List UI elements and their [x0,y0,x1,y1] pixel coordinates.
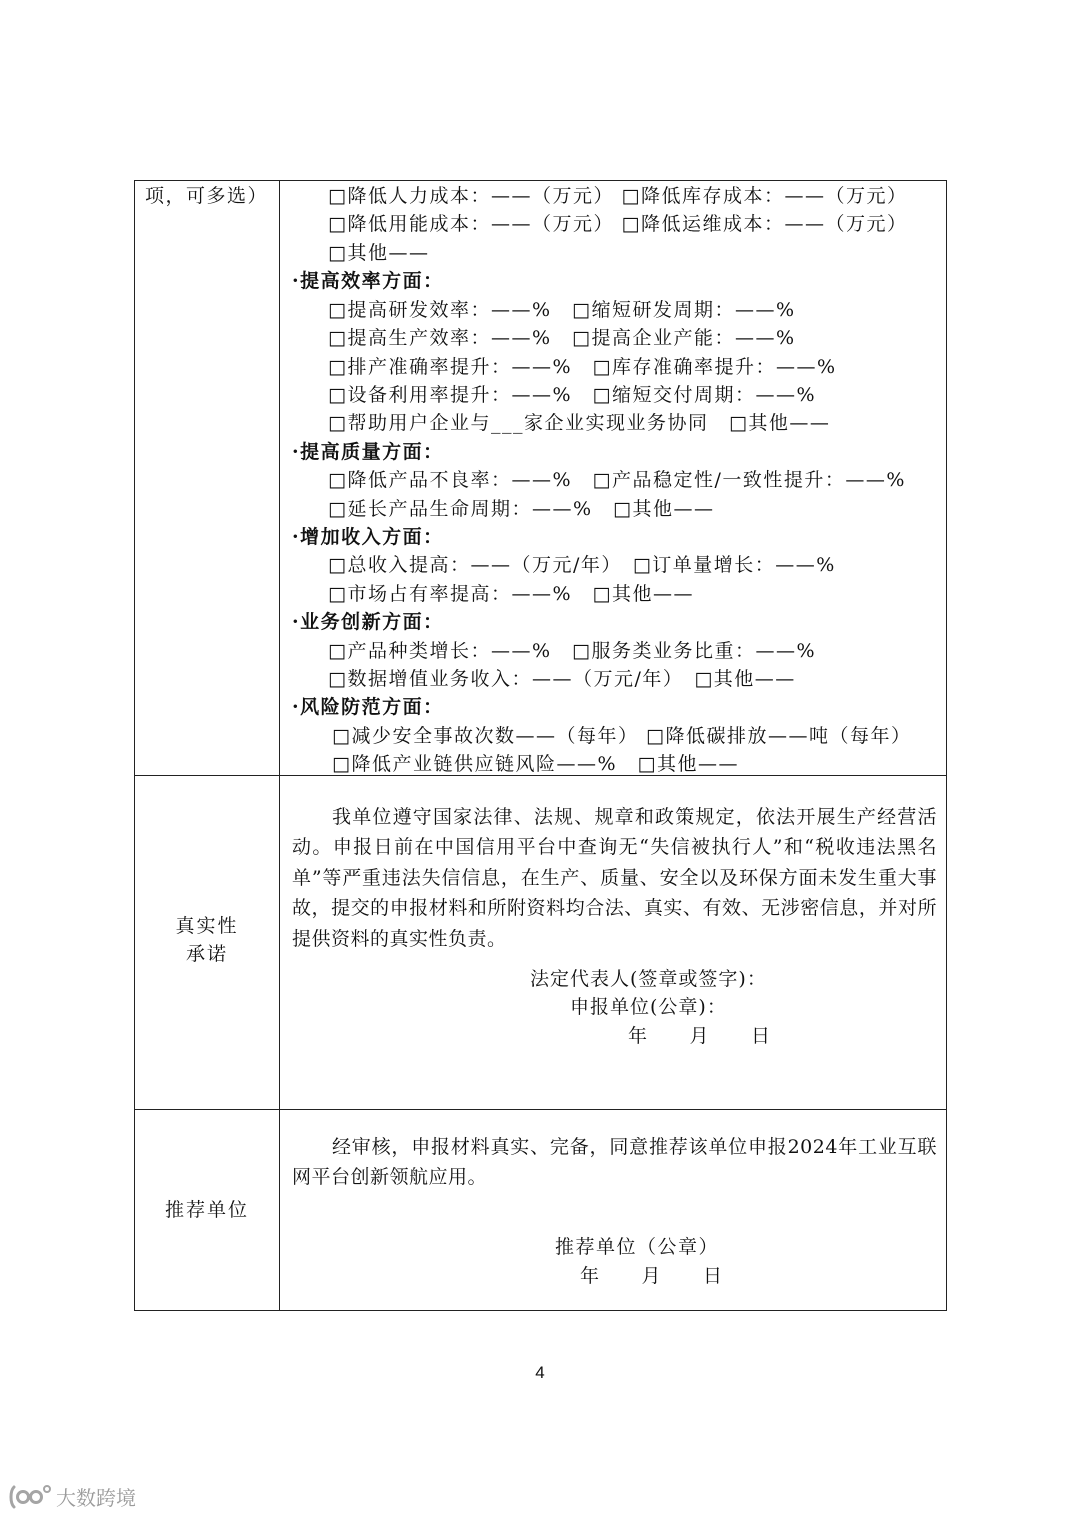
option-line: □提高研发效率：——% □缩短研发周期：——% [328,299,796,321]
category-heading: ·业务创新方面： [292,611,444,633]
option-line: □总收入提高：——（万元/年） □订单量增长：——% [328,554,836,576]
recommender-label: 推荐单位 [164,1199,249,1221]
legal-representative-signature: 法定代表人(签章或签字)： [530,968,767,990]
application-form-table [134,180,947,1311]
recommender-label-cell [135,1110,280,1311]
recommender-paragraph: 经审核，申报材料真实、完备，同意推荐该单位申报2024年工业互联网平台创新领航应用。 [292,1136,937,1189]
option-line: □降低人力成本：——（万元） □降低库存成本：——（万元） [328,185,908,207]
option-line: □降低产品不良率：——% □产品稳定性/一致性提升：——% [328,469,906,491]
watermark-text: 大数跨境 [56,1486,136,1510]
brand-logo-icon [8,1483,52,1511]
commitment-label-line2: 承诺 [185,943,228,965]
commitment-label-cell [135,776,280,1110]
option-line: □产品种类增长：——% □服务类业务比重：——% [328,640,817,662]
section1-label-cell [135,181,280,776]
watermark [8,1482,136,1511]
option-line: □数据增值业务收入：——（万元/年） □其他—— [328,668,796,690]
option-line: □排产准确率提升：——% □库存准确率提升：——% [328,356,837,378]
category-heading: ·增加收入方面： [292,526,444,548]
category-heading: ·风险防范方面： [292,696,444,718]
category-heading: ·提高效率方面： [292,270,444,292]
commitment-label-line1: 真实性 [175,915,239,937]
category-heading: ·提高质量方面： [292,441,444,463]
section1-content-cell [280,181,947,776]
commitment-paragraph: 我单位遵守国家法律、法规、规章和政策规定，依法开展生产经营活动。申报日前在中国信用平台中查询无“失信被执行人”和“税收违法黑名单”等严重违法失信信息，在生产、质量、安全以及环保方面未发生重大事故，提交的申报材料和所附资料均合法、真实、有效、无涉密信息，并对所提供资料的真实性负责。 [292,806,937,950]
page-number: 4 [535,1363,545,1382]
commitment-date: 年 月 日 [628,1025,772,1047]
option-line: □市场占有率提高：——% □其他—— [328,583,694,605]
recommender-content-cell [280,1110,947,1311]
applicant-unit-seal: 申报单位(公章)： [570,996,727,1018]
option-line: □降低产业链供应链风险——% □其他—— [332,753,739,775]
option-line: □设备利用率提升：——% □缩短交付周期：——% [328,384,817,406]
option-line: □减少安全事故次数——（每年） □降低碳排放——吨（每年） [332,725,912,747]
option-line: □降低用能成本：——（万元） □降低运维成本：——（万元） [328,213,908,235]
commitment-content-cell [280,776,947,1110]
recommender-date: 年 月 日 [580,1265,724,1287]
section1-label: 项，可多选） [145,185,269,207]
recommender-seal: 推荐单位（公章） [555,1236,720,1258]
option-line: □延长产品生命周期：——% □其他—— [328,498,715,520]
option-line: □其他—— [328,242,430,264]
option-line: □提高生产效率：——% □提高企业产能：——% [328,327,796,349]
option-line: □帮助用户企业与___家企业实现业务协同 □其他—— [328,412,831,434]
